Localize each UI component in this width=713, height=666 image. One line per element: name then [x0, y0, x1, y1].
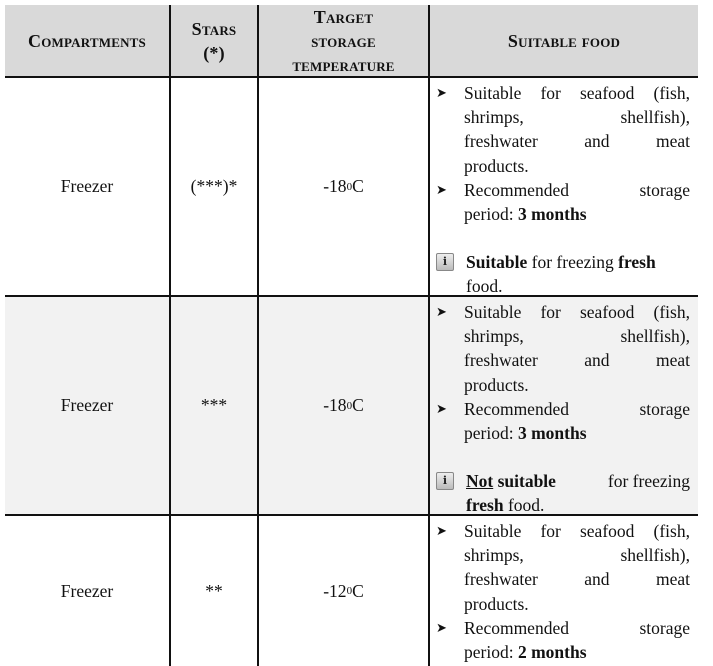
header-temp-line2: storage — [311, 30, 376, 51]
temperature-cell: -18 0 C — [259, 78, 430, 295]
temperature-cell: -18 0 C — [259, 297, 430, 514]
stars-cell: (***)* — [171, 78, 259, 295]
header-suitable-food: Suitable food — [507, 30, 621, 51]
compartment-cell: Freezer — [5, 516, 171, 666]
header-target-temperature — [259, 5, 430, 76]
compartment-cell: Freezer — [5, 297, 171, 514]
stars-cell: *** — [171, 297, 259, 514]
list-item: ➤ Recommended storage period: 2 months — [436, 616, 690, 664]
list-item: ➤ Recommended storage period: 3 months — [436, 397, 690, 445]
header-temp-line3: temperature — [292, 54, 395, 75]
arrowhead-bullet-icon: ➤ — [436, 85, 447, 100]
header-stars — [171, 5, 259, 76]
stars-cell: ** — [171, 516, 259, 666]
table-row — [5, 78, 698, 297]
arrowhead-bullet-icon: ➤ — [436, 304, 447, 319]
info-note: i Not suitable for freezing fresh food. — [436, 469, 690, 517]
temperature-cell: -12 0 C — [259, 516, 430, 666]
header-temp-line1: Target — [313, 6, 374, 27]
suitable-food-cell — [430, 78, 698, 295]
list-item: ➤ Suitable for seafood (fish, shrimps, shellfish), freshwater and meat products. — [436, 300, 690, 397]
arrowhead-bullet-icon: ➤ — [436, 400, 447, 416]
header-stars-symbol: (*) — [203, 42, 225, 63]
info-icon: i — [436, 472, 454, 490]
list-item: ➤ Suitable for seafood (fish, shrimps, shellfish), freshwater and meat products. — [436, 519, 690, 616]
arrowhead-bullet-icon: ➤ — [436, 523, 447, 538]
suitable-food-cell — [430, 297, 698, 514]
table-row — [5, 516, 698, 666]
table-row — [5, 297, 698, 516]
list-item: ➤ Suitable for seafood (fish, shrimps, shellfish), freshwater and meat products. — [436, 81, 690, 178]
info-icon: i — [436, 253, 454, 271]
header-stars-label: Stars — [191, 18, 237, 39]
header-compartments: Compartments — [5, 5, 171, 76]
list-item: ➤ Recommended storage period: 3 months — [436, 178, 690, 226]
compartment-cell: Freezer — [5, 78, 171, 295]
info-note: i Suitable for freezing fresh food. — [436, 250, 690, 298]
suitable-food-cell — [430, 516, 698, 666]
arrowhead-bullet-icon: ➤ — [436, 619, 447, 635]
freezer-compartments-table — [5, 5, 698, 666]
table-header-row — [5, 5, 698, 78]
arrowhead-bullet-icon: ➤ — [436, 181, 447, 197]
